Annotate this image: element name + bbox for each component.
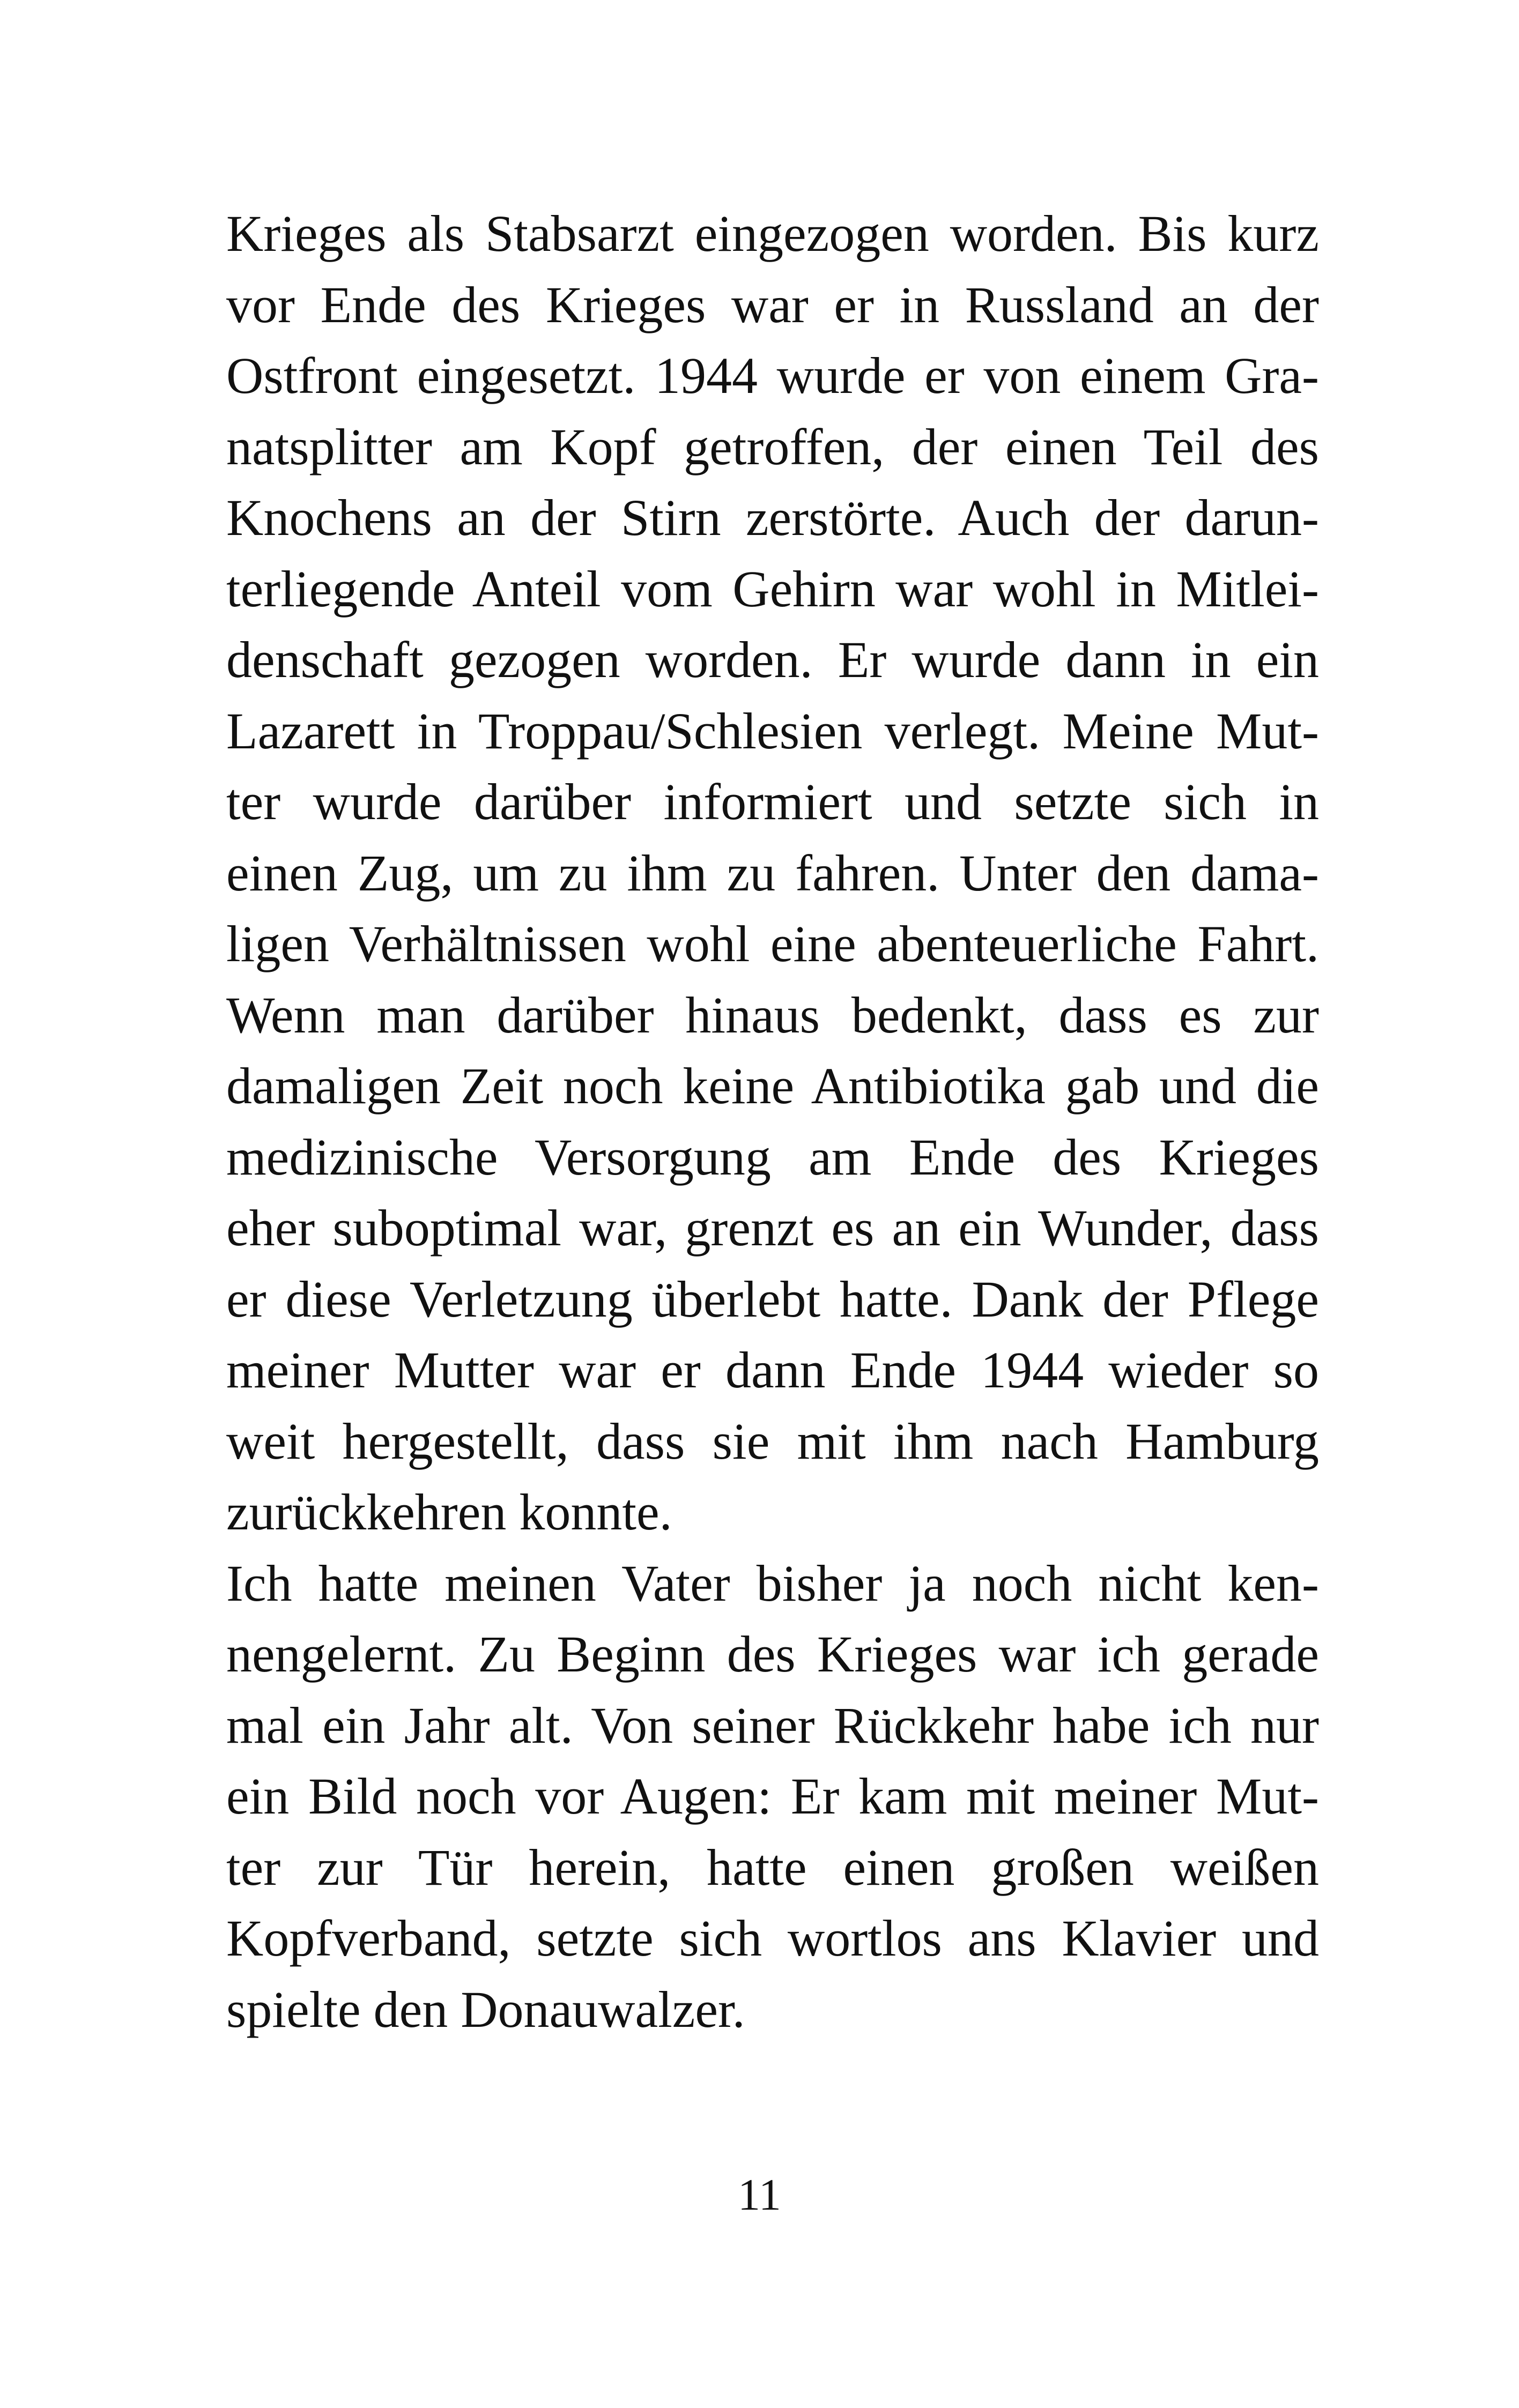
text-line: ter zur Tür herein, hatte einen großen weißen <box>226 1838 1319 1896</box>
text-line: er diese Verletzung überlebt hatte. Dank der Pflege <box>226 1270 1319 1328</box>
text-line: damaligen Zeit noch keine Antibiotika gab und die <box>226 1057 1319 1114</box>
page-number: 11 <box>738 2170 781 2220</box>
text-line: spielte den Donauwalzer. <box>226 1980 745 2038</box>
text-line: vor Ende des Krieges war er in Russland an der <box>226 276 1319 333</box>
text-line: ein Bild noch vor Augen: Er kam mit meiner Mut- <box>226 1767 1319 1825</box>
body-text <box>226 198 1319 2045</box>
text-line: terliegende Anteil vom Gehirn war wohl in Mitlei- <box>226 560 1319 618</box>
text-line: natsplitter am Kopf getroffen, der einen Teil des <box>226 418 1319 475</box>
text-line: ter wurde darüber informiert und setzte sich in <box>226 773 1319 830</box>
text-line: Wenn man darüber hinaus bedenkt, dass es zur <box>226 986 1319 1044</box>
text-line: Ich hatte meinen Vater bisher ja noch nicht ken- <box>226 1554 1319 1612</box>
text-line: mal ein Jahr alt. Von seiner Rückkehr habe ich nur <box>226 1696 1319 1754</box>
text-line: Lazarett in Troppau/Schlesien verlegt. Meine Mut- <box>226 702 1319 760</box>
paragraph-2 <box>226 1548 1319 2046</box>
text-line: nengelernt. Zu Beginn des Krieges war ich gerade <box>226 1625 1319 1683</box>
text-line: Krieges als Stabsarzt eingezogen worden. Bis kurz <box>226 205 1319 262</box>
text-line: Knochens an der Stirn zerstörte. Auch der darun- <box>226 489 1319 546</box>
text-line: Ostfront eingesetzt. 1944 wurde er von einem Gra- <box>226 347 1319 404</box>
text-line: einen Zug, um zu ihm zu fahren. Unter den dama- <box>226 844 1319 902</box>
text-line: weit hergestellt, dass sie mit ihm nach Hamburg <box>226 1412 1319 1470</box>
text-line: Kopfverband, setzte sich wortlos ans Klavier und <box>226 1909 1319 1967</box>
paragraph-1 <box>226 198 1319 1548</box>
text-line: eher suboptimal war, grenzt es an ein Wunder, dass <box>226 1199 1319 1257</box>
text-line: meiner Mutter war er dann Ende 1944 wieder so <box>226 1341 1319 1399</box>
text-line: zurückkehren konnte. <box>226 1483 672 1541</box>
text-line: denschaft gezogen worden. Er wurde dann in ein <box>226 631 1319 688</box>
text-line: medizinische Versorgung am Ende des Krieges <box>226 1128 1319 1186</box>
text-line: ligen Verhältnissen wohl eine abenteuerliche Fahrt. <box>226 915 1319 972</box>
